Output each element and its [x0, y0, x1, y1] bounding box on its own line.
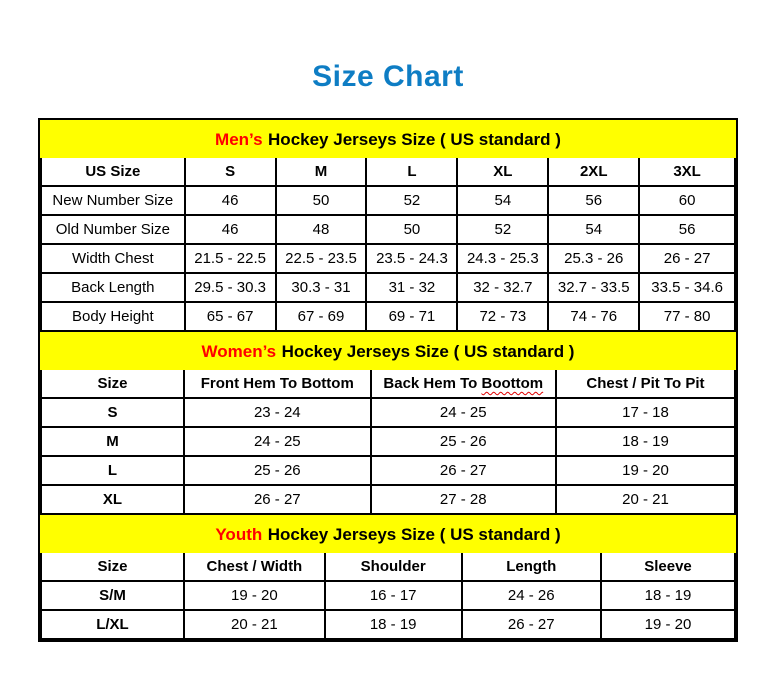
youth-heading-accent: Youth [215, 525, 263, 544]
table-row [41, 610, 735, 639]
cell: 25 - 26 [371, 427, 556, 456]
row-label: L/XL [41, 610, 184, 639]
cell: 18 - 19 [601, 581, 735, 610]
cell: 72 - 73 [457, 302, 548, 331]
column-header: L [366, 158, 457, 186]
cell: 33.5 - 34.6 [639, 273, 735, 302]
cell: 74 - 76 [548, 302, 639, 331]
column-header: Sleeve [601, 553, 735, 581]
cell: 50 [366, 215, 457, 244]
cell: 50 [276, 186, 367, 215]
cell: 23 - 24 [184, 398, 371, 427]
cell: 52 [457, 215, 548, 244]
cell: 17 - 18 [556, 398, 735, 427]
cell: 18 - 19 [556, 427, 735, 456]
row-label: Old Number Size [41, 215, 185, 244]
column-header: Chest / Width [184, 553, 325, 581]
cell: 46 [185, 186, 276, 215]
column-header-text: Back Hem To [383, 375, 478, 392]
cell: 77 - 80 [639, 302, 735, 331]
size-chart-table [38, 118, 738, 642]
youth-heading-text: Hockey Jerseys Size ( US standard ) [267, 525, 561, 544]
column-header: Chest / Pit To Pit [556, 370, 735, 398]
row-label: M [41, 427, 184, 456]
table-row [41, 485, 735, 514]
cell: 20 - 21 [556, 485, 735, 514]
cell: 16 - 17 [325, 581, 462, 610]
youth-section-heading [40, 515, 736, 553]
row-label: L [41, 456, 184, 485]
cell: 69 - 71 [366, 302, 457, 331]
cell: 30.3 - 31 [276, 273, 367, 302]
cell: 24 - 25 [184, 427, 371, 456]
table-row [41, 244, 735, 273]
cell: 31 - 32 [366, 273, 457, 302]
mens-size-table [40, 158, 736, 332]
cell: 32 - 32.7 [457, 273, 548, 302]
column-header: XL [457, 158, 548, 186]
row-label: S/M [41, 581, 184, 610]
cell: 19 - 20 [556, 456, 735, 485]
row-label: Body Height [41, 302, 185, 331]
womens-heading-text: Hockey Jerseys Size ( US standard ) [281, 342, 575, 361]
table-row [41, 427, 735, 456]
column-header: Size [41, 553, 184, 581]
cell: 21.5 - 22.5 [185, 244, 276, 273]
cell: 26 - 27 [462, 610, 601, 639]
column-header: S [185, 158, 276, 186]
cell: 24 - 25 [371, 398, 556, 427]
cell: 25.3 - 26 [548, 244, 639, 273]
youth-size-table [40, 553, 736, 640]
cell: 56 [639, 215, 735, 244]
table-row [41, 215, 735, 244]
cell: 48 [276, 215, 367, 244]
cell: 54 [548, 215, 639, 244]
column-header [371, 370, 556, 398]
cell: 26 - 27 [184, 485, 371, 514]
row-label: Width Chest [41, 244, 185, 273]
womens-section-heading [40, 332, 736, 370]
column-header: Size [41, 370, 184, 398]
table-row [41, 302, 735, 331]
womens-heading-accent: Women’s [201, 342, 277, 361]
cell: 60 [639, 186, 735, 215]
cell: 32.7 - 33.5 [548, 273, 639, 302]
cell: 24.3 - 25.3 [457, 244, 548, 273]
cell: 46 [185, 215, 276, 244]
column-header: Shoulder [325, 553, 462, 581]
table-row [41, 581, 735, 610]
cell: 67 - 69 [276, 302, 367, 331]
table-row [41, 398, 735, 427]
table-row [41, 186, 735, 215]
table-row [41, 456, 735, 485]
cell: 23.5 - 24.3 [366, 244, 457, 273]
cell: 19 - 20 [184, 581, 325, 610]
cell: 29.5 - 30.3 [185, 273, 276, 302]
column-header: US Size [41, 158, 185, 186]
mens-header-row [41, 158, 735, 186]
column-header-misspelled-word: Boottom [481, 375, 544, 392]
cell: 18 - 19 [325, 610, 462, 639]
cell: 52 [366, 186, 457, 215]
column-header: M [276, 158, 367, 186]
page-title: Size Chart [312, 60, 464, 93]
cell: 22.5 - 23.5 [276, 244, 367, 273]
cell: 19 - 20 [601, 610, 735, 639]
row-label: S [41, 398, 184, 427]
column-header: 2XL [548, 158, 639, 186]
youth-header-row [41, 553, 735, 581]
cell: 27 - 28 [371, 485, 556, 514]
row-label: Back Length [41, 273, 185, 302]
womens-header-row [41, 370, 735, 398]
cell: 56 [548, 186, 639, 215]
cell: 25 - 26 [184, 456, 371, 485]
cell: 26 - 27 [639, 244, 735, 273]
cell: 26 - 27 [371, 456, 556, 485]
row-label: New Number Size [41, 186, 185, 215]
column-header: Front Hem To Bottom [184, 370, 371, 398]
mens-heading-accent: Men’s [215, 130, 263, 149]
womens-size-table [40, 370, 736, 515]
row-label: XL [41, 485, 184, 514]
column-header: 3XL [639, 158, 735, 186]
column-header: Length [462, 553, 601, 581]
mens-section-heading [40, 120, 736, 158]
cell: 20 - 21 [184, 610, 325, 639]
table-row [41, 273, 735, 302]
cell: 24 - 26 [462, 581, 601, 610]
mens-heading-text: Hockey Jerseys Size ( US standard ) [268, 130, 561, 149]
cell: 65 - 67 [185, 302, 276, 331]
cell: 54 [457, 186, 548, 215]
